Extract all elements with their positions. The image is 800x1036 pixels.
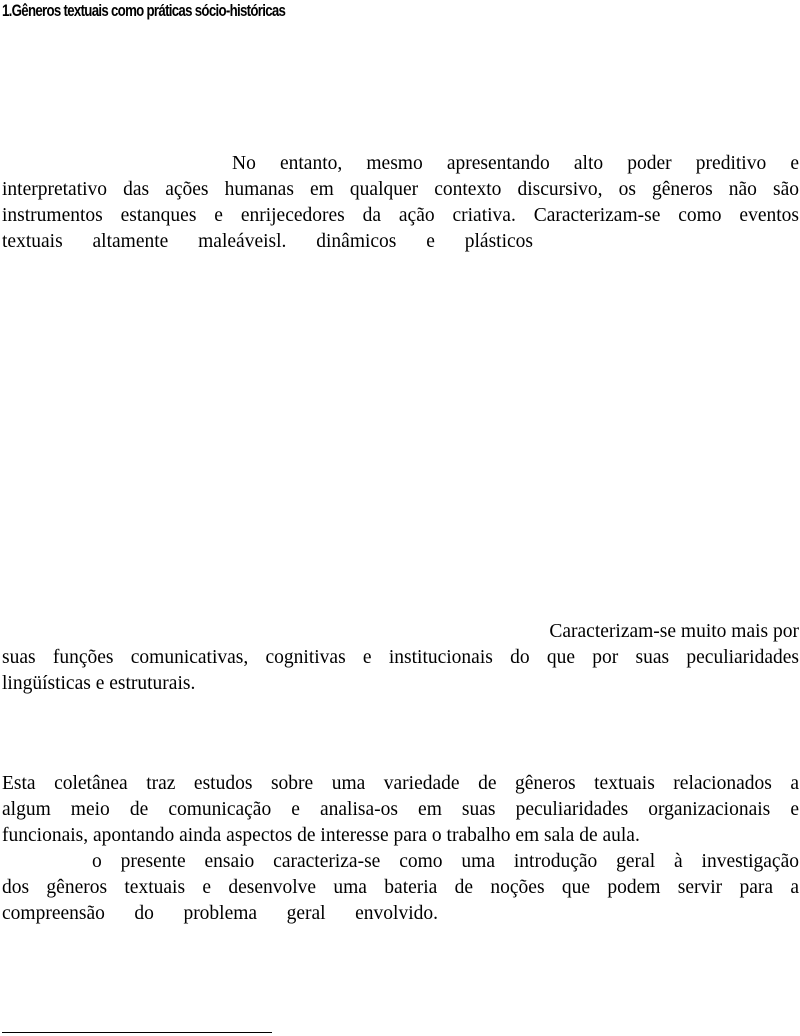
- paragraph-3-line-1: Esta coletânea traz estudos sobre uma variedade de gêneros textuais relacionados a: [2, 773, 799, 794]
- paragraph-1-line-3: instrumentos estanques e enrijecedores da ação criativa. Caracterizam-se como eventos: [2, 205, 799, 226]
- footnote-separator: [2, 1032, 272, 1033]
- paragraph-4-line-3: compreensão do problema geral envolvido.: [2, 903, 438, 924]
- paragraph-3-line-3: funcionais, apontando ainda aspectos de interesse para o trabalho em sala de aula.: [2, 825, 640, 846]
- paragraph-1-line-2: interpretativo das ações humanas em qualquer contexto discursivo, os gêneros não são: [2, 179, 799, 200]
- paragraph-1-line-1: No entanto, mesmo apresentando alto poder preditivo e: [232, 153, 799, 174]
- paragraph-1-line-4: textuais altamente maleáveisl. dinâmicos e plásticos: [2, 231, 533, 252]
- paragraph-4-line-1: o presente ensaio caracteriza-se como uma introdução geral à investigação: [92, 851, 799, 872]
- paragraph-3-line-2: algum meio de comunicação e analisa-os em suas peculiaridades organizacionais e: [2, 799, 799, 820]
- paragraph-2-line-1: Caracterizam-se muito mais por: [549, 621, 799, 642]
- section-heading: 1.Gêneros textuais como práticas sócio-históricas: [2, 1, 286, 20]
- paragraph-2-line-2: suas funções comunicativas, cognitivas e institucionais do que por suas peculiaridades: [2, 647, 799, 668]
- paragraph-2-line-3: lingüísticas e estruturais.: [2, 673, 196, 694]
- paragraph-4-line-2: dos gêneros textuais e desenvolve uma bateria de noções que podem servir para a: [2, 877, 799, 898]
